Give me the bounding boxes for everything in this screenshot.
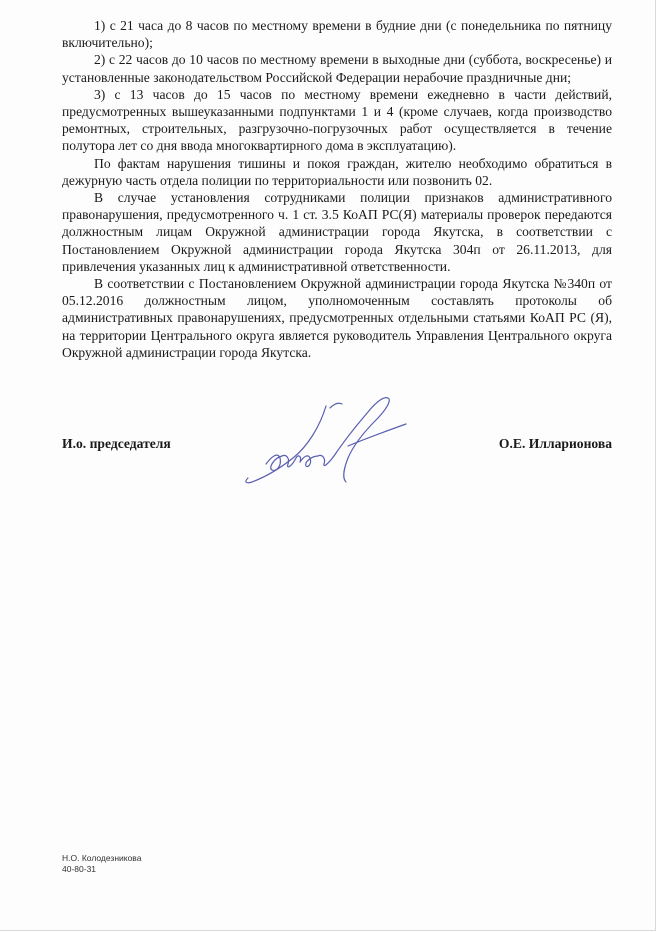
paragraph-item-2: 2) с 22 часов до 10 часов по местному времени в выходные дни (суббота, воскресенье) и установленные законодательством Российской Федерации нерабочие праздничные дни; — [62, 52, 612, 85]
executor-footer — [62, 853, 141, 874]
signer-name: О.Е. Илларионова — [498, 436, 612, 451]
paragraph-authority: В соответствии с Постановлением Окружной администрации города Якутска №340п от 05.12.2016 должностным лицом, уполномоченным составлять протоколы об административных правонарушениях, предусмотренных отдельными статьями КоАП РС (Я), на территории Центрального округа является руководитель Управления Центрального округа Окружной администрации города Якутска. — [62, 276, 612, 360]
position-title: И.о. председателя — [62, 436, 171, 451]
executor-name: Н.О. Колодезникова — [62, 853, 142, 863]
paragraph-violation: В случае установления сотрудниками полиции признаков административного правонарушения, предусмотренного ч. 1 ст. 3.5 КоАП РС(Я) материалы проверок передаются должностным лицам Окружной администрации города Якутска, в соответствии с Постановлением Окружной администрации города Якутска 304п от 26.11.2013, для привлечения указанных лиц к административной ответственности. — [62, 190, 612, 274]
paragraph-item-1: 1) с 21 часа до 8 часов по местному времени в будние дни (с понедельника по пятницу включительно); — [62, 18, 612, 51]
paragraph-police: По фактам нарушения тишины и покоя граждан, жителю необходимо обратиться в дежурную часть отдела полиции по территориальности или позвонить 02. — [62, 155, 612, 188]
executor-phone: 40-80-31 — [62, 863, 97, 874]
signature-row — [62, 436, 612, 456]
paragraph-item-3: 3) с 13 часов до 15 часов по местному времени ежедневно в части действий, предусмотренных вышеуказанными подпунктами 1 и 4 (кроме случаев, когда производство ремонтных, строительных, разгрузочно-погрузочных работ осуществляется в течение полутора лет со дня ввода многоквартирного дома в эксплуатацию). — [62, 86, 612, 154]
document-body — [62, 17, 612, 361]
